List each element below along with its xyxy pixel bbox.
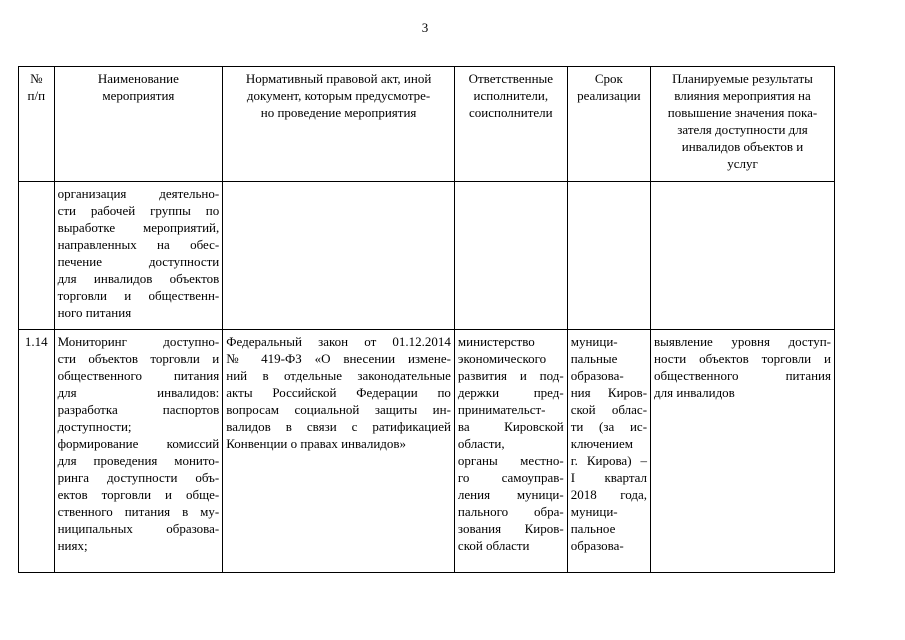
text-line: развития и под- <box>457 368 564 383</box>
text-line: ва Кировской <box>457 419 564 434</box>
text-line: общественного питания <box>654 368 831 383</box>
text-line: экономического <box>457 351 547 366</box>
row-result <box>651 330 835 573</box>
text-line: документ, которым предусмотре- <box>246 88 431 103</box>
text-line: формирование комиссий <box>57 436 220 451</box>
text-line: ний в отдельные законодательные <box>226 368 451 383</box>
text-line: общественного питания <box>57 368 220 383</box>
row-executors <box>454 182 567 330</box>
text-line: го самоуправ- <box>457 470 564 485</box>
text-line: ринга доступности объ- <box>57 470 220 485</box>
text-line: исполнители, <box>473 88 549 103</box>
text-line: Ответственные <box>468 71 554 86</box>
text-line: для инвалидов: <box>57 385 220 400</box>
text-line: Срок <box>594 71 623 86</box>
page-number: 3 <box>421 20 429 35</box>
text-line: 2018 года, <box>570 487 648 502</box>
row-name <box>54 330 223 573</box>
text-line: № <box>30 71 43 86</box>
text-line: области, <box>457 436 505 451</box>
row-result <box>651 182 835 330</box>
text-line: зателя доступности для <box>677 122 808 137</box>
text-line: ключением <box>570 436 633 451</box>
text-line: п/п <box>27 88 46 103</box>
text-line: держки пред- <box>457 385 564 400</box>
text-line: образова- <box>570 368 624 383</box>
text-line: г. Кирова) – <box>570 453 648 468</box>
text-line: муници- <box>570 504 618 519</box>
text-line: пального обра- <box>457 504 564 519</box>
table-header-row <box>19 67 835 182</box>
table-row <box>19 330 835 573</box>
text-line: торговли и общественн- <box>57 288 220 303</box>
row-num: 1.14 <box>19 330 55 573</box>
text-line: ектов торговли и обще- <box>57 487 220 502</box>
text-line: для инвалидов объектов <box>57 271 220 286</box>
text-line: пальное <box>570 521 616 536</box>
text-line: Конвенции о правах инвалидов» <box>226 436 407 451</box>
text-line: выработке мероприятий, <box>57 220 220 235</box>
header-num <box>19 67 55 182</box>
text-line: ниях; <box>57 538 88 553</box>
text-line: для проведения монито- <box>57 453 220 468</box>
text-line: образова- <box>570 538 624 553</box>
header-term <box>567 67 650 182</box>
text-line: ния Киров- <box>570 385 648 400</box>
row-name <box>54 182 223 330</box>
text-line: разработка паспортов <box>57 402 220 417</box>
text-line: пальные <box>570 351 618 366</box>
row-num <box>19 182 55 330</box>
text-line: I квартал <box>570 470 648 485</box>
text-line: ниципальных образова- <box>57 521 220 536</box>
table-row <box>19 182 835 330</box>
text-line: валидов в связи с ратификацией <box>226 419 451 434</box>
header-executors <box>454 67 567 182</box>
text-line: вопросам социальной защиты ин- <box>226 402 451 417</box>
text-line: Мониторинг доступно- <box>57 334 220 349</box>
header-name <box>54 67 223 182</box>
text-line: принимательст- <box>457 402 546 417</box>
text-line: ственного питания в му- <box>57 504 220 519</box>
text-line: акты Российской Федерации по <box>226 385 451 400</box>
text-line: Планируемые результаты <box>672 71 813 86</box>
text-line: реализации <box>577 88 641 103</box>
text-line: № 419-ФЗ «О внесении измене- <box>226 351 451 366</box>
text-line: ской облас- <box>570 402 648 417</box>
text-line: Наименование <box>97 71 179 86</box>
text-line: органы местно- <box>457 453 564 468</box>
row-executors <box>454 330 567 573</box>
text-line: ности объектов торговли и <box>654 351 831 366</box>
text-line: Федеральный закон от 01.12.2014 <box>226 334 451 349</box>
text-line: сти объектов торговли и <box>57 351 220 366</box>
text-line: влияния мероприятия на <box>674 88 811 103</box>
measures-table <box>18 66 835 573</box>
text-line: ти (за ис- <box>570 419 648 434</box>
text-line: муници- <box>570 334 618 349</box>
text-line: министерство <box>457 334 535 349</box>
text-line: печение доступности <box>57 254 220 269</box>
text-line: направленных на обес- <box>57 237 220 252</box>
text-line: для инвалидов <box>654 385 735 400</box>
header-act <box>223 67 455 182</box>
text-line: соисполнители <box>469 105 553 120</box>
text-line: ления муници- <box>457 487 564 502</box>
text-line: зования Киров- <box>457 521 564 536</box>
text-line: ного питания <box>57 305 132 320</box>
text-line: выявление уровня доступ- <box>654 334 831 349</box>
text-line: повышение значения пока- <box>667 105 818 120</box>
text-line: сти рабочей группы по <box>57 203 220 218</box>
text-line: мероприятия <box>102 88 175 103</box>
text-line: организация деятельно- <box>57 186 220 201</box>
row-term <box>567 182 650 330</box>
text-line: доступности; <box>57 419 132 434</box>
header-result <box>651 67 835 182</box>
text-line: услуг <box>727 156 758 171</box>
row-act <box>223 182 455 330</box>
text-line: но проведение мероприятия <box>260 105 417 120</box>
text-line: ской области <box>457 538 530 553</box>
text-line: Нормативный правовой акт, иной <box>245 71 432 86</box>
row-term <box>567 330 650 573</box>
row-act <box>223 330 455 573</box>
text-line: инвалидов объектов и <box>681 139 804 154</box>
